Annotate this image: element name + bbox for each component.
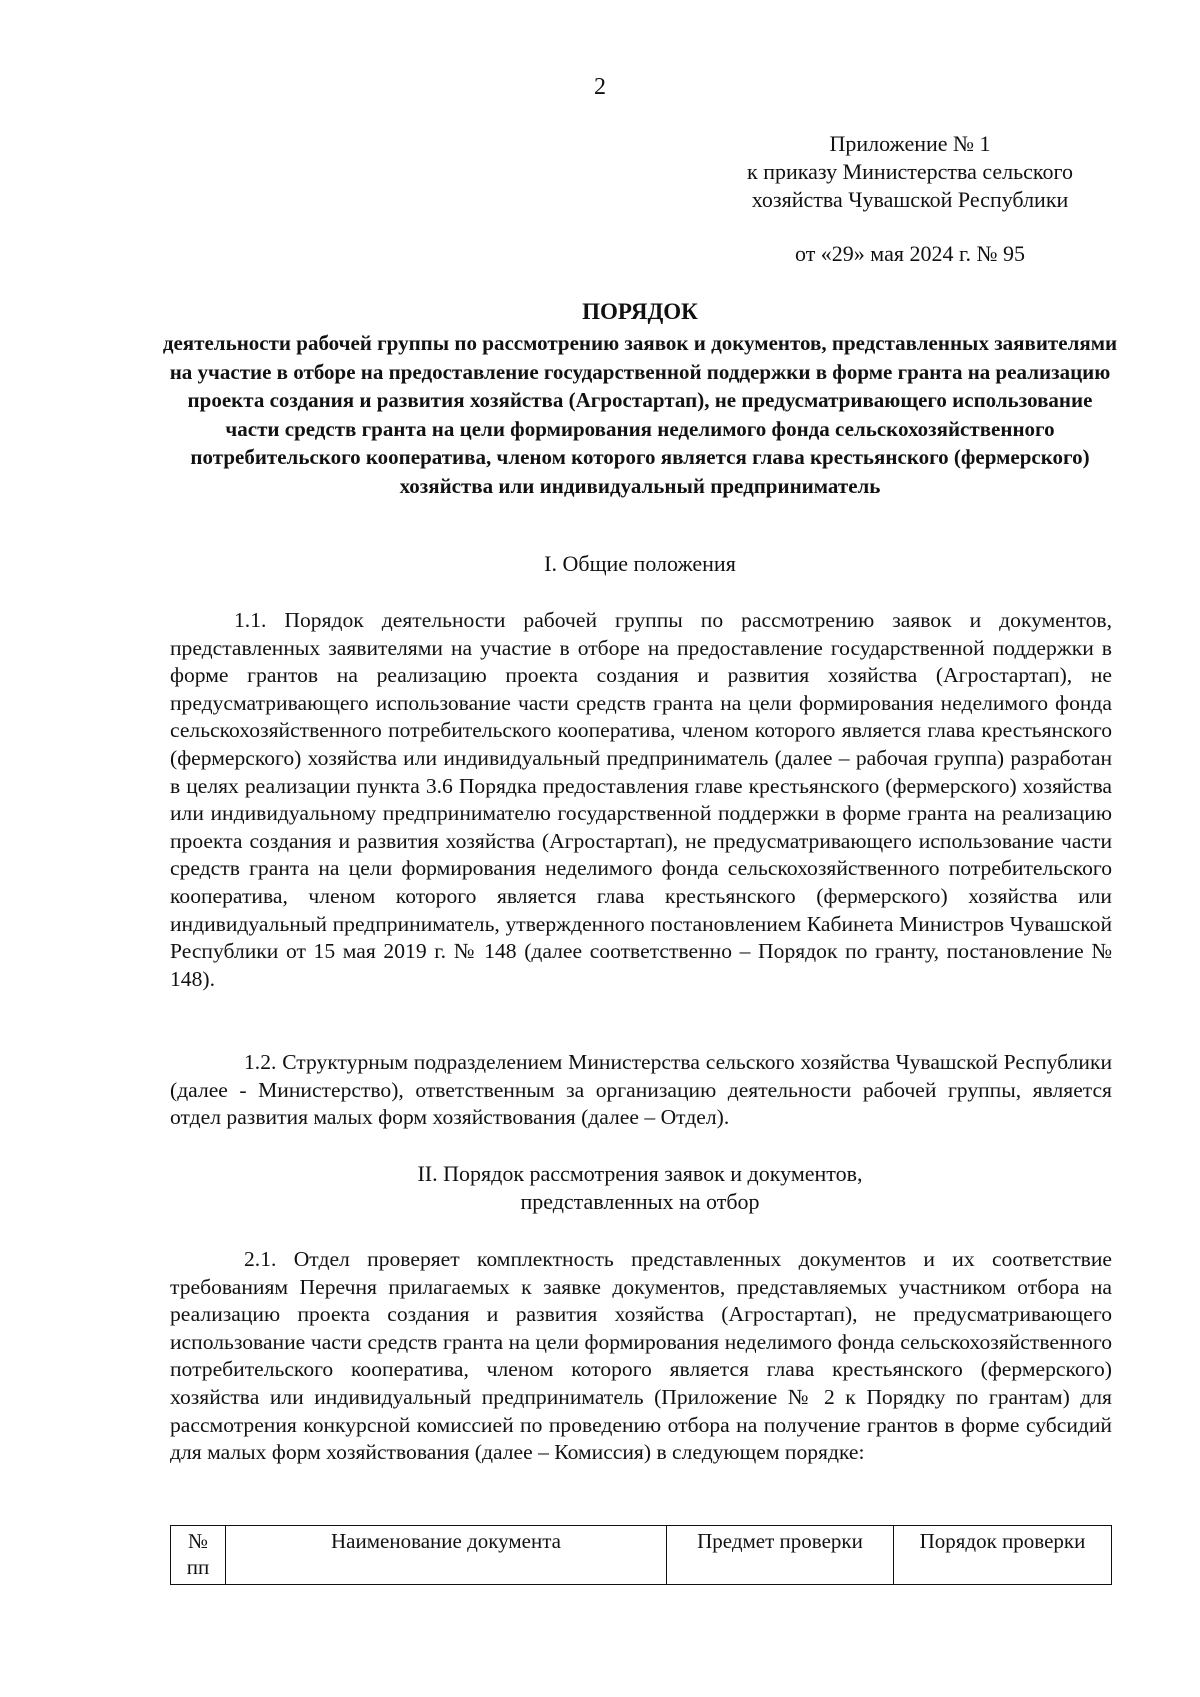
- order-date: от «29» мая 2024 г. № 95: [794, 241, 1025, 266]
- paragraph-1-2: 1.2. Структурным подразделением Министерства сельского хозяйства Чувашской Республики (далее - Министерство), ответственным за организацию деятельности рабочей группы, является отдел развития малых форм хозяйствования (далее – Отдел).: [170, 1050, 1112, 1130]
- appendix-block: [700, 130, 1120, 214]
- document-title: ПОРЯДОК: [582, 299, 698, 324]
- page-number: 2: [594, 74, 606, 100]
- documents-table: [170, 1525, 1112, 1585]
- paragraph-2-1: 2.1. Отдел проверяет комплектность представленных документов и их соответствие требованиям Перечня прилагаемых к заявке документов, представляемых участником отбора на реализацию проекта создания и развития хозяйства (Агростартап), не предусматривающего использование части средств гранта на цели формирования неделимого фонда сельскохозяйственного потребительского кооператива, членом которого является глава крестьянского (фермерского) хозяйства или индивидуальный предприниматель (Приложение № 2 к Порядку по грантам) для рассмотрения конкурсной комиссией по проведению отбора на получение грантов в форме субсидий для малых форм хозяйствования (далее – Комиссия) в следующем порядке:: [170, 1247, 1112, 1465]
- table-header-number-line-2: пп: [186, 1555, 210, 1579]
- table-header-document-name: Наименование документа: [226, 1526, 667, 1585]
- appendix-line-3: хозяйства Чувашской Республики: [751, 187, 1069, 212]
- appendix-line-2: к приказу Министерства сельского: [747, 159, 1073, 184]
- table-header-row: [171, 1526, 1112, 1585]
- table-header-check-order: Порядок проверки: [894, 1526, 1112, 1585]
- table-header-number-line-1: №: [187, 1529, 209, 1553]
- title-block: [160, 297, 1120, 500]
- document-subtitle: деятельности рабочей группы по рассмотрению заявок и документов, представленных заявителями на участие в отборе на предоставление государственной поддержки в форме гранта на реализацию проекта создания и развития хозяйства (Агростартап), не предусматривающего использование части средств гранта на цели формирования неделимого фонда сельскохозяйственного потребительского кооператива, членом которого является глава крестьянского (фермерского) хозяйства или индивидуальный предприниматель: [162, 331, 1118, 498]
- appendix-line-1: Приложение № 1: [829, 131, 991, 156]
- table-header-check-subject: Предмет проверки: [667, 1526, 894, 1585]
- section-1-heading: I. Общие положения: [544, 551, 736, 576]
- section-2-heading: [170, 1160, 1110, 1216]
- section-2-heading-line-2: представленных на отбор: [520, 1189, 760, 1214]
- table-header-number: [171, 1526, 226, 1585]
- section-2-heading-line-1: II. Порядок рассмотрения заявок и документов,: [417, 1161, 863, 1186]
- paragraph-1-1: 1.1. Порядок деятельности рабочей группы по рассмотрению заявок и документов, представленных заявителями на участие в отборе на предоставление государственной поддержки в форме грантов на реализацию проекта создания и развития хозяйства (Агростартап), не предусматривающего использование части средств гранта на цели формирования неделимого фонда сельскохозяйственного потребительского кооператива, членом которого является глава крестьянского (фермерского) хозяйства или индивидуальный предприниматель (далее – рабочая группа) разработан в целях реализации пункта 3.6 Порядка предоставления главе крестьянского (фермерского) хозяйства или индивидуальному предпринимателю государственной поддержки в форме гранта на реализацию проекта создания и развития хозяйства (Агростартап), не предусматривающего использование части средств гранта на цели формирования неделимого фонда сельскохозяйственного потребительского кооператива, членом которого является глава крестьянского (фермерского) хозяйства или индивидуальный предприниматель, утвержденного постановлением Кабинета Министров Чувашской Республики от 15 мая 2019 г. № 148 (далее соответственно – Порядок по гранту, постановление № 148).: [170, 608, 1112, 991]
